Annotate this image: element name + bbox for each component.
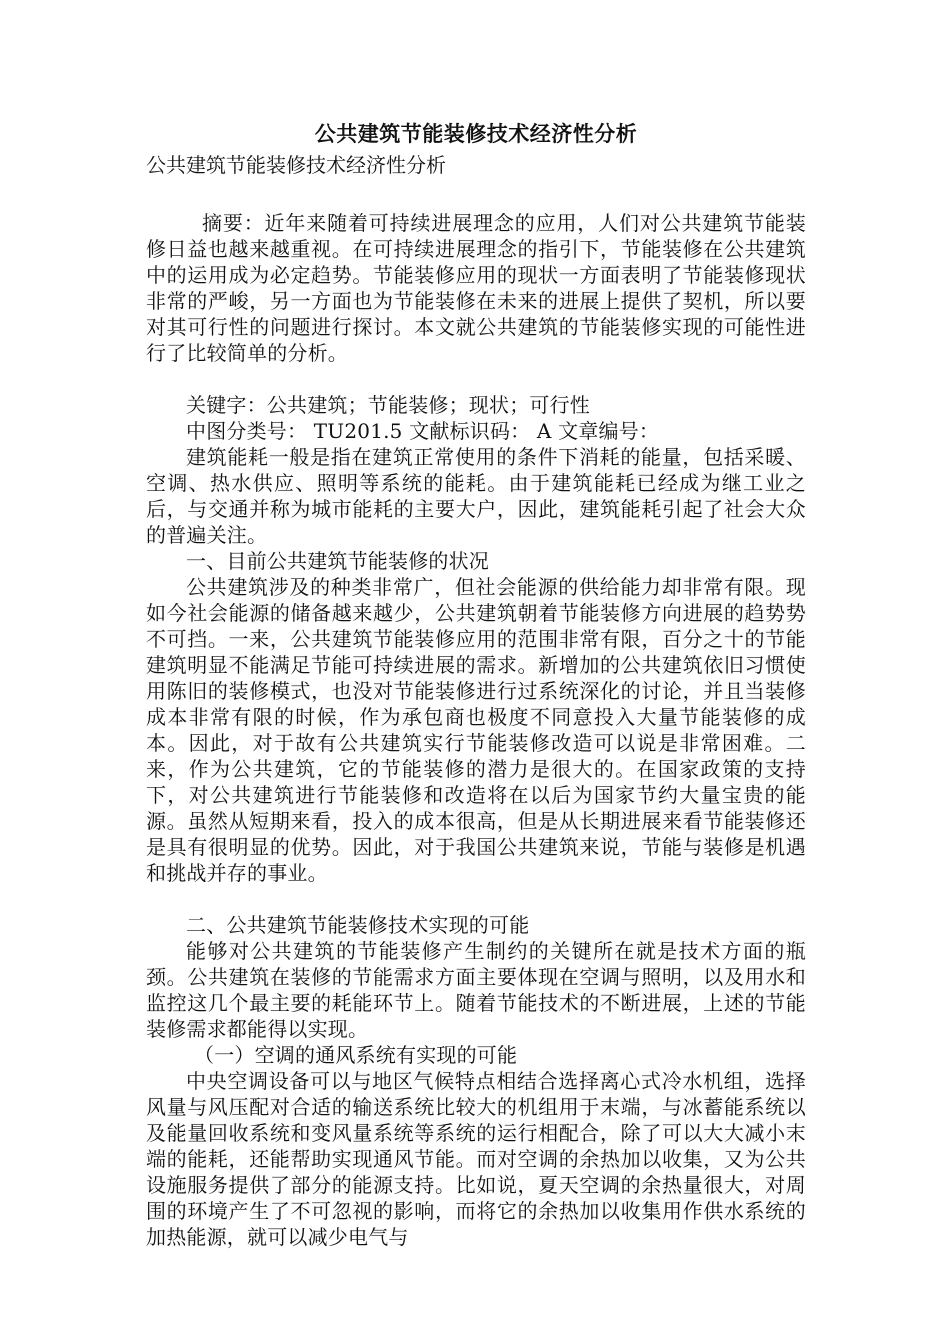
abstract-paragraph: 摘要：近年来随着可持续进展理念的应用，人们对公共建筑节能装修日益也越来越重视。在可持续进展理念的指引下，节能装修在公共建筑中的运用成为必定趋势。节能装修应用的现状一方面表明了节能装修现状非常的严峻，另一方面也为节能装修在未来的进展上提供了契机，所以要对其可行性的问题进行探讨。本文就公共建筑的节能装修实现的可能性进行了比较简单的分析。 (146, 211, 806, 365)
section-2-paragraph: 能够对公共建筑的节能装修产生制约的关键所在就是技术方面的瓶颈。公共建筑在装修的节能需求方面主要体现在空调与照明，以及用水和监控这几个最主要的耗能环节上。随着节能技术的不断进展，上述的节能装修需求都能得以实现。 (146, 939, 806, 1041)
intro-paragraph: 建筑能耗一般是指在建筑正常使用的条件下消耗的能量，包括采暖、空调、热水供应、照明等系统的能耗。由于建筑能耗已经成为继工业之后，与交通并称为城市能耗的主要大户，因此，建筑能耗引起了社会大众的普遍关注。 (146, 445, 806, 547)
subsection-heading-1: （一）空调的通风系统有实现的可能 (194, 1043, 518, 1067)
document-title: 公共建筑节能装修技术经济性分析 (314, 121, 638, 146)
keywords-line: 关键字：公共建筑；节能装修；现状；可行性 (186, 393, 590, 417)
section-heading-1: 一、目前公共建筑节能装修的状况 (186, 549, 489, 573)
subsection-1-paragraph: 中央空调设备可以与地区气候特点相结合选择离心式冷水机组，选择风量与风压配对合适的输送系统比较大的机组用于末端，与冰蓄能系统以及能量回收系统和变风量系统等系统的运行相配合，除了可以大大减小末端的能耗，还能帮助实现通风节能。而对空调的余热加以收集，又为公共设施服务提供了部分的能源支持。比如说，夏天空调的余热量很大，对周围的环境产生了不可忽视的影响，而将它的余热加以收集用作供水系统的加热能源，就可以减少电气与 (146, 1069, 806, 1249)
section-heading-2: 二、公共建筑节能装修技术实现的可能 (186, 913, 530, 937)
document-body (146, 118, 806, 1250)
document-subtitle: 公共建筑节能装修技术经济性分析 (146, 153, 446, 177)
classification-line: 中图分类号： TU201.5 文献标识码： A 文章编号： (186, 419, 660, 443)
section-1-paragraph: 公共建筑涉及的种类非常广，但社会能源的供给能力却非常有限。现如今社会能源的储备越来越少，公共建筑朝着节能装修方向进展的趋势势不可挡。一来，公共建筑节能装修应用的范围非常有限，百分之十的节能建筑明显不能满足节能可持续进展的需求。新增加的公共建筑依旧习惯使用陈旧的装修模式，也没对节能装修进行过系统深化的讨论，并且当装修成本非常有限的时候，作为承包商也极度不同意投入大量节能装修的成本。因此，对于故有公共建筑实行节能装修改造可以说是非常困难。二来，作为公共建筑，它的节能装修的潜力是很大的。在国家政策的支持下，对公共建筑进行节能装修和改造将在以后为国家节约大量宝贵的能源。虽然从短期来看，投入的成本很高，但是从长期进展来看节能装修还是具有很明显的优势。因此，对于我国公共建筑来说，节能与装修是机遇和挑战并存的事业。 (146, 575, 806, 885)
